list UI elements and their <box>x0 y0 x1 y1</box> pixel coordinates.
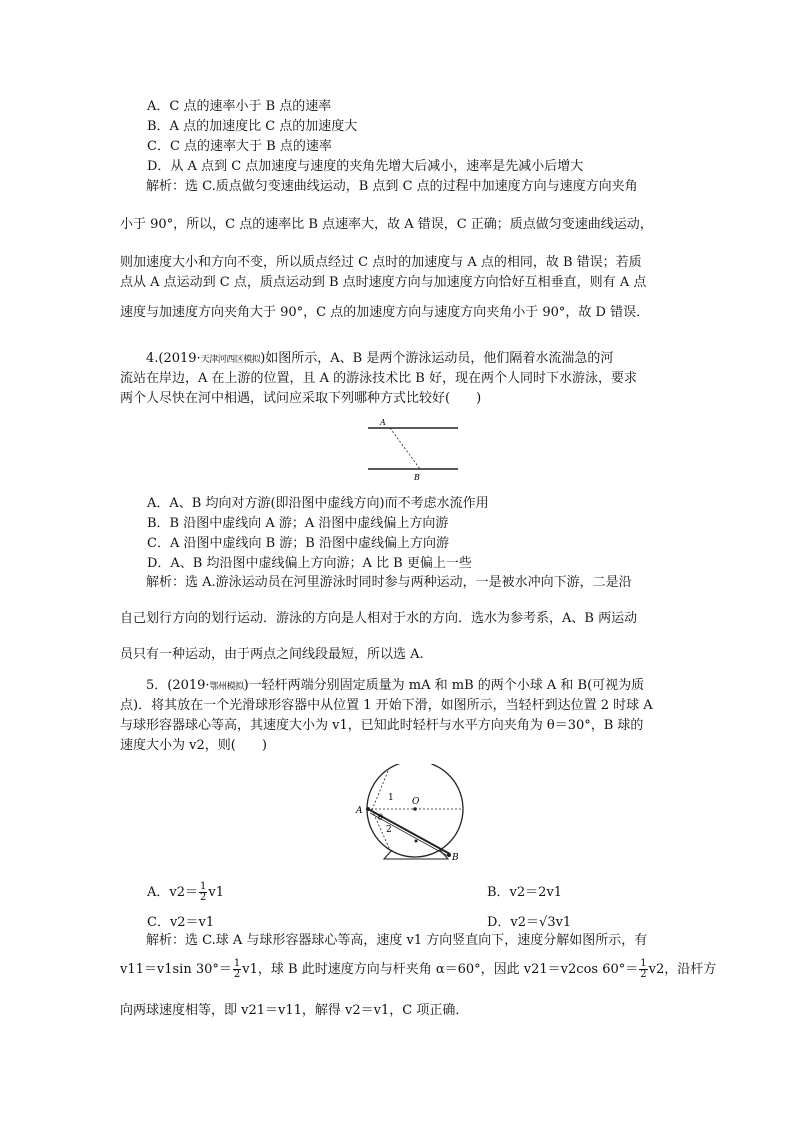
river-diagram <box>360 416 460 484</box>
q5-option-a: A．v2＝ $\frac{1}{2}$ v1 <box>147 881 225 903</box>
q5-stem-line3: 与球形容器球心等高，其速度大小为 v1，已知此时轻杆与水平方向夹角为 θ＝30°，B 球的 <box>120 718 644 733</box>
q3-exp-line1: 解析：选 C.质点做匀变速曲线运动，B 点到 C 点的过程中加速度方向与速度方向夹角 <box>146 179 638 194</box>
q5-options <box>147 878 679 938</box>
q5-stem <box>120 676 680 756</box>
ball-b <box>447 853 451 857</box>
q5-stem-line2: 点)．将其放在一个光滑球形容器中从位置 1 开始下滑，如图所示，当轻杆到达位置 2 时球 A <box>120 698 653 713</box>
q3-exp-line2: 小于 90°，所以，C 点的速率比 B 点速率大，故 A 错误，C 正确；质点做匀变速曲线运动， <box>120 217 653 232</box>
q5-stem-line1 <box>120 676 680 696</box>
q4-stem-line1 <box>120 349 680 369</box>
q4-option-c: C．A 沿图中虚线向 B 游；B 沿图中虚线偏上方向游 <box>147 536 449 551</box>
label-o: O <box>412 797 420 807</box>
q4-stem-text1: )如图所示，A、B 是两个游泳运动员，他们隔着水流湍急的河 <box>260 351 614 366</box>
q4-option-b: B．B 沿图中虚线向 A 游；A 沿图中虚线偏上方向游 <box>147 516 449 531</box>
mid-point <box>415 840 418 843</box>
q5-exp-line1: 解析：选 C.球 A 与球形容器球心等高，速度 v1 方向竖直向下，速度分解如图所示，有 <box>146 933 648 948</box>
label-2: 2 <box>386 825 392 835</box>
q3-exp-line4: 点从 A 点运动到 C 点，质点运动到 B 点时速度方向与加速度方向恰好互相垂直，则有 A 点 <box>120 275 647 290</box>
label-1: 1 <box>388 793 394 803</box>
q5-explanation <box>120 931 717 1021</box>
q3-options <box>147 97 679 177</box>
q4-stem-line2: 流站在岸边，A 在上游的位置，且 A 的游泳技术比 B 好，现在两个人同时下水游泳，要求 <box>120 371 637 386</box>
q5-number: 5．(2019· <box>146 678 210 693</box>
q5-option-d: D．v2＝√3v1 <box>487 915 572 930</box>
point-a-label: A <box>380 418 386 427</box>
q3-exp-line3: 则加速度大小和方向不变，所以质点经过 C 点时的加速度与 A 点的相同，故 B 错误；若质 <box>120 255 642 270</box>
q5-exp-line2: v11＝v1sin 30°＝ $\frac{1}{2}$ v1，球 B 此时速度方向与杆夹角 α＝60°，因此 v21＝v2cos 60°＝ $\frac{1}{2}$ v2，沿杆方 <box>120 958 717 980</box>
q3-option-d: D．从 A 点到 C 点加速度与速度的夹角先增大后减小，速率是先减小后增大 <box>147 159 584 174</box>
q4-explanation <box>120 573 680 665</box>
q5-stem-line4: 速度大小为 v2，则( ) <box>120 738 267 753</box>
q3-option-c: C．C 点的速率大于 B 点的速率 <box>147 139 332 154</box>
q4-exp-line3: 员只有一种运动，由于两点之间线段最短，所以选 A. <box>120 647 424 662</box>
q3-explanation <box>120 177 680 323</box>
point-b-label: B <box>414 473 420 482</box>
dashed-line-ab <box>390 428 420 469</box>
q4-option-d: D．A、B 均沿图中虚线偏上方向游；A 比 B 更偏上一些 <box>147 556 472 571</box>
q4-exp-line1: 解析：选 A.游泳运动员在河里游泳时同时参与两种运动，一是被水冲向下游，二是沿 <box>146 575 632 590</box>
q3-exp-line5: 速度与加速度方向夹角大于 90°，C 点的加速度方向与速度方向夹角小于 90°，故 D 错误． <box>120 305 650 320</box>
q5-source: 鄂州模拟 <box>209 682 244 692</box>
q4-source: 天津河西区模拟 <box>200 355 261 365</box>
q5-stem-text1: )一轻杆两端分别固定质量为 mA 和 mB 的两个小球 A 和 B(可视为质 <box>243 678 645 693</box>
q4-stem <box>120 349 680 409</box>
q4-stem-line3: 两个人尽快在河中相遇，试问应采取下列哪种方式比较好( ) <box>120 391 482 406</box>
q5-option-b: B．v2＝2v1 <box>487 885 563 900</box>
q4-exp-line2: 自己划行方向的划行运动．游泳的方向是人相对于水的方向．选水为参考系，A、B 两运动 <box>120 611 638 626</box>
label-b: B <box>452 853 459 863</box>
q4-option-a: A．A、B 均向对方游(即沿图中虚线方向)而不考虑水流作用 <box>147 496 489 511</box>
sphere-container-diagram <box>344 764 474 864</box>
q3-option-b: B．A 点的加速度比 C 点的加速度大 <box>147 119 358 134</box>
q5-exp-line3: 向两球速度相等，即 v21＝v11，解得 v2＝v1，C 项正确． <box>120 1003 469 1018</box>
ball-a <box>366 807 370 811</box>
center-o <box>413 807 417 811</box>
label-a: A <box>356 806 363 816</box>
q4-number: 4.(2019· <box>146 351 201 366</box>
q5-option-c: C．v2＝v1 <box>147 915 215 930</box>
label-theta: θ <box>378 813 383 822</box>
q4-options <box>147 494 679 574</box>
q3-option-a: A．C 点的速率小于 B 点的速率 <box>147 99 332 114</box>
